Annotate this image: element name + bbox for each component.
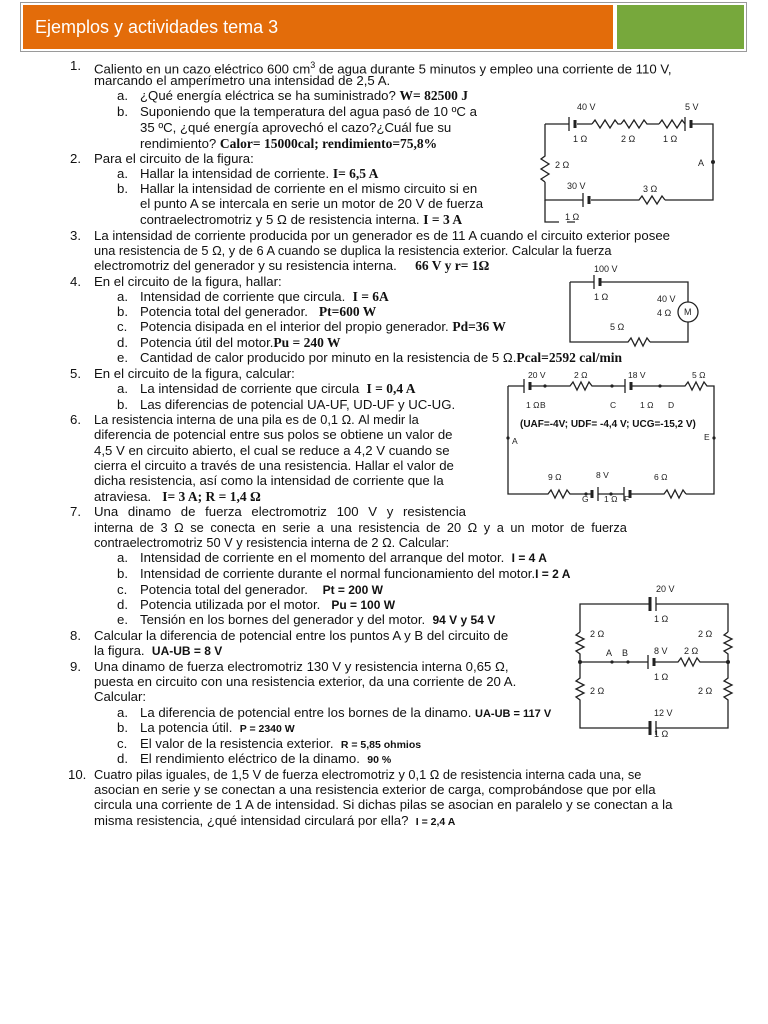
answer: I = 2 A <box>535 567 571 581</box>
label: 12 V <box>654 708 673 718</box>
circuit-diagram-1 <box>535 100 720 225</box>
text-line: una resistencia de 5 Ω, y de 6 A cuando se duplica la resistencia exterior. Calcular la fuerza <box>94 243 612 258</box>
label: 1 Ω <box>526 400 540 410</box>
item-letter: e. <box>117 350 128 365</box>
text-line: Cuatro pilas iguales, de 1,5 V de fuerza electromotriz y 0,1 Ω de resistencia interna cada una, se <box>94 767 642 782</box>
label: 20 V <box>528 370 546 380</box>
answer: Pu = 100 W <box>331 598 396 612</box>
text-line: marcando el amperímetro una intensidad de 2,5 A. <box>94 73 391 88</box>
text-line: Potencia disipada en el interior del propio generador. Pd=36 W <box>140 319 506 334</box>
item-number: 3. <box>70 228 81 243</box>
answer: I = 3 A <box>423 212 463 227</box>
circuit-diagram-2 <box>560 262 715 348</box>
label: 1 Ω <box>640 400 654 410</box>
answer: I= 6,5 A <box>332 166 379 181</box>
label: C <box>610 400 617 410</box>
text-line: electromotriz del generador y su resistencia interna. 66 V y r= 1Ω <box>94 258 490 273</box>
label: 1 Ω <box>654 672 669 682</box>
label: 1 Ω <box>565 212 580 222</box>
text-line: Potencia utilizada por el motor. Pu = 100 W <box>140 597 396 612</box>
label: 100 V <box>594 264 618 274</box>
label: 1 Ω <box>594 292 609 302</box>
label: D <box>668 400 675 410</box>
text-line: El valor de la resistencia exterior. R = 5,85 ohmios <box>140 736 422 751</box>
item-letter: d. <box>117 335 128 350</box>
answer: UA-UB = 117 V <box>475 708 552 720</box>
text-line: Calcular: <box>94 689 147 704</box>
item-number: 6. <box>70 412 81 427</box>
answer: Pd=36 W <box>452 319 506 334</box>
label: A <box>698 158 705 168</box>
text-line: Suponiendo que la temperatura del agua pasó de 10 ºC a <box>140 104 477 119</box>
answer: R = 5,85 ohmios <box>340 739 422 751</box>
answer: Calor= 15000cal; rendimiento=75,8% <box>219 136 438 151</box>
label: 1 Ω <box>663 134 678 144</box>
label: 20 V <box>656 584 675 594</box>
item-letter: c. <box>117 736 128 751</box>
text-line: rendimiento? Calor= 15000cal; rendimiento=75,8% <box>140 136 438 151</box>
label: 1 Ω <box>654 614 669 624</box>
text-line: Hallar la intensidad de corriente en el mismo circuito si en <box>140 181 478 196</box>
text-line: Tensión en los bornes del generador y del motor. 94 V y 54 V <box>140 612 496 627</box>
item-number: 4. <box>70 274 81 289</box>
answer: 94 V y 54 V <box>432 613 496 627</box>
item-letter: a. <box>117 550 128 565</box>
item-letter: d. <box>117 751 128 766</box>
answer: Pt=600 W <box>318 304 377 319</box>
label: 1 Ω <box>573 134 588 144</box>
label: 1 Ω <box>604 494 618 503</box>
answer: Pcal=2592 cal/min <box>516 350 622 365</box>
circuit-diagram-3 <box>500 368 725 503</box>
text-line: Potencia total del generador. Pt = 200 W <box>140 582 383 597</box>
label: B <box>622 648 629 658</box>
item-letter: b. <box>117 720 128 735</box>
label: G <box>582 494 589 503</box>
item-number: 5. <box>70 366 81 381</box>
label: 4 Ω <box>657 308 672 318</box>
circuit-diagram-4 <box>570 582 740 737</box>
label: 5 Ω <box>692 370 706 380</box>
text-line: la figura. UA-UB = 8 V <box>94 643 223 658</box>
answer: 90 % <box>367 754 392 766</box>
item-letter: e. <box>117 612 128 627</box>
answer: I= 3 A; R = 1,4 Ω <box>162 489 261 504</box>
text-line: Hallar la intensidad de corriente. I= 6,5 A <box>140 166 379 181</box>
label: 2 Ω <box>698 629 713 639</box>
text-line: Potencia total del generador. Pt=600 W <box>140 304 377 319</box>
label: A <box>606 648 613 658</box>
answer: 66 V y r= 1Ω <box>415 258 490 273</box>
text-line: Una dinamo de fuerza electromotriz 130 V y resistencia interna 0,65 Ω, <box>94 659 509 674</box>
label: 30 V <box>567 181 586 191</box>
item-letter: b. <box>117 397 128 412</box>
label: 18 V <box>628 370 646 380</box>
text-line: En el circuito de la figura, hallar: <box>94 274 282 289</box>
label: 40 V <box>577 102 596 112</box>
label: 2 Ω <box>590 629 605 639</box>
circuit-2-labels <box>594 264 692 332</box>
item-letter: a. <box>117 381 128 396</box>
label: 2 Ω <box>555 160 570 170</box>
item-letter: a. <box>117 166 128 181</box>
answer: W= 82500 J <box>399 88 468 103</box>
answer: Pt = 200 W <box>322 583 383 597</box>
page-title: Ejemplos y actividades tema 3 <box>23 5 613 49</box>
text-line: Intensidad de corriente durante el normal funcionamiento del motor.I = 2 A <box>140 566 571 581</box>
text-line: interna de 3 Ω se conecta en serie a una resistencia de 20 Ω y a un motor de fuerza <box>94 520 627 535</box>
answer: Pu = 240 W <box>273 335 341 350</box>
answer: I = 0,4 A <box>366 381 416 396</box>
text-line: La resistencia interna de una pila es de 0,1 Ω. Al medir la <box>94 412 419 427</box>
label: 1 Ω <box>654 729 669 737</box>
text-line: Las diferencias de potencial UA-UF, UD-UF y UC-UG. <box>140 397 456 412</box>
text-line: 4,5 V en circuito abierto, el cual se reduce a 4,2 V cuando se <box>94 443 450 458</box>
header-accent <box>617 5 744 49</box>
item-letter: c. <box>117 319 128 334</box>
label: 2 Ω <box>621 134 636 144</box>
label: F <box>624 494 630 503</box>
label: A <box>512 436 518 446</box>
answer: I = 2,4 A <box>415 816 456 828</box>
text-line: dicha resistencia, así como la intensidad de corriente que la <box>94 473 444 488</box>
text-line: circula una corriente de 1 A de intensidad. Si dichas pilas se asocian en paralelo y se conectan a la <box>94 797 673 812</box>
label: 3 Ω <box>643 184 658 194</box>
answer: I = 6A <box>352 289 389 304</box>
text-line: asocian en serie y se conectan a una resistencia exterior de carga, comprobándose que por ella <box>94 782 656 797</box>
label: 2 Ω <box>590 686 605 696</box>
label: 2 Ω <box>698 686 713 696</box>
text-line: Intensidad de corriente en el momento del arranque del motor. I = 4 A <box>140 550 547 565</box>
item-number: 1. <box>70 58 81 73</box>
item-number: 10. <box>68 767 87 782</box>
item-number: 7. <box>70 504 81 519</box>
header-bar <box>20 2 747 52</box>
label: B <box>540 400 546 410</box>
text-line: Para el circuito de la figura: <box>94 151 254 166</box>
item-letter: a. <box>117 88 128 103</box>
item-letter: a. <box>117 705 128 720</box>
item-letter: c. <box>117 582 128 597</box>
text-line: La intensidad de corriente que circula I = 0,4 A <box>140 381 416 396</box>
circuit-3-answer: (UAF=-4V; UDF= -4,4 V; UCG=-15,2 V) <box>520 419 696 430</box>
item-number: 9. <box>70 659 81 674</box>
item-letter: a. <box>117 289 128 304</box>
text-line: puesta en circuito con una resistencia exterior, da una corriente de 20 A. <box>94 674 517 689</box>
label: 6 Ω <box>654 472 668 482</box>
label: 5 Ω <box>610 322 625 332</box>
text-line: Calcular la diferencia de potencial entre los puntos A y B del circuito de <box>94 628 509 643</box>
label: 40 V <box>657 294 676 304</box>
text-line: La intensidad de corriente producida por un generador es de 11 A cuando el circuito exterior posee <box>94 228 670 243</box>
text-line: cierra el circuito a través de una resistencia. Hallar el valor de <box>94 458 454 473</box>
text-line: 35 ºC, ¿qué energía aprovechó el cazo?¿Cuál fue su <box>140 120 452 135</box>
label: 5 V <box>685 102 699 112</box>
text-line: ¿Qué energía eléctrica se ha suministrado? W= 82500 J <box>140 88 468 103</box>
text-line: contraelectromotriz 50 V y resistencia interna de 2 Ω. Calcular: <box>94 535 450 550</box>
text-line: misma resistencia, ¿qué intensidad circulará por ella? I = 2,4 A <box>94 813 456 828</box>
label: 8 V <box>654 646 668 656</box>
text-line: contraelectromotriz y 5 Ω de resistencia interna. I = 3 A <box>140 212 463 227</box>
text-line: Caliento en un cazo eléctrico 600 $cm^3$ de agua durante 5 minutos y empleo una corriente de 110 V, <box>94 60 672 77</box>
text-line: Intensidad de corriente que circula. I = 6A <box>140 289 389 304</box>
answer: UA-UB = 8 V <box>151 644 223 658</box>
text-line: atraviesa. I= 3 A; R = 1,4 Ω <box>94 489 261 504</box>
text-line: Cantidad de calor producido por minuto en la resistencia de 5 Ω.Pcal=2592 cal/min <box>140 350 622 365</box>
text-line: En el circuito de la figura, calcular: <box>94 366 295 381</box>
item-number: 2. <box>70 151 81 166</box>
answer: P = 2340 W <box>239 723 295 735</box>
text-line: el punto A se intercala en serie un motor de 20 V de fuerza <box>140 196 484 211</box>
label: E <box>704 432 710 442</box>
item-letter: b. <box>117 181 128 196</box>
text-line: La diferencia de potencial entre los bornes de la dinamo. UA-UB = 117 V <box>140 705 552 720</box>
label: 2 Ω <box>574 370 588 380</box>
label: 9 Ω <box>548 472 562 482</box>
label: 2 Ω <box>684 646 699 656</box>
item-letter: b. <box>117 566 128 581</box>
item-letter: b. <box>117 304 128 319</box>
text-line: La potencia útil. P = 2340 W <box>140 720 295 735</box>
text-line: El rendimiento eléctrico de la dinamo. 90 % <box>140 751 392 766</box>
item-letter: b. <box>117 104 128 119</box>
label: 8 V <box>596 470 609 480</box>
item-letter: d. <box>117 597 128 612</box>
text-line: diferencia de potencial entre sus polos se obtiene un valor de <box>94 427 453 442</box>
text-line: Potencia útil del motor.Pu = 240 W <box>140 335 341 350</box>
text-line: Una dinamo de fuerza electromotriz 100 V y resistencia <box>94 504 466 519</box>
answer: I = 4 A <box>511 551 547 565</box>
circuit-3-labels <box>512 370 710 503</box>
motor-label: M <box>684 307 692 317</box>
item-number: 8. <box>70 628 81 643</box>
